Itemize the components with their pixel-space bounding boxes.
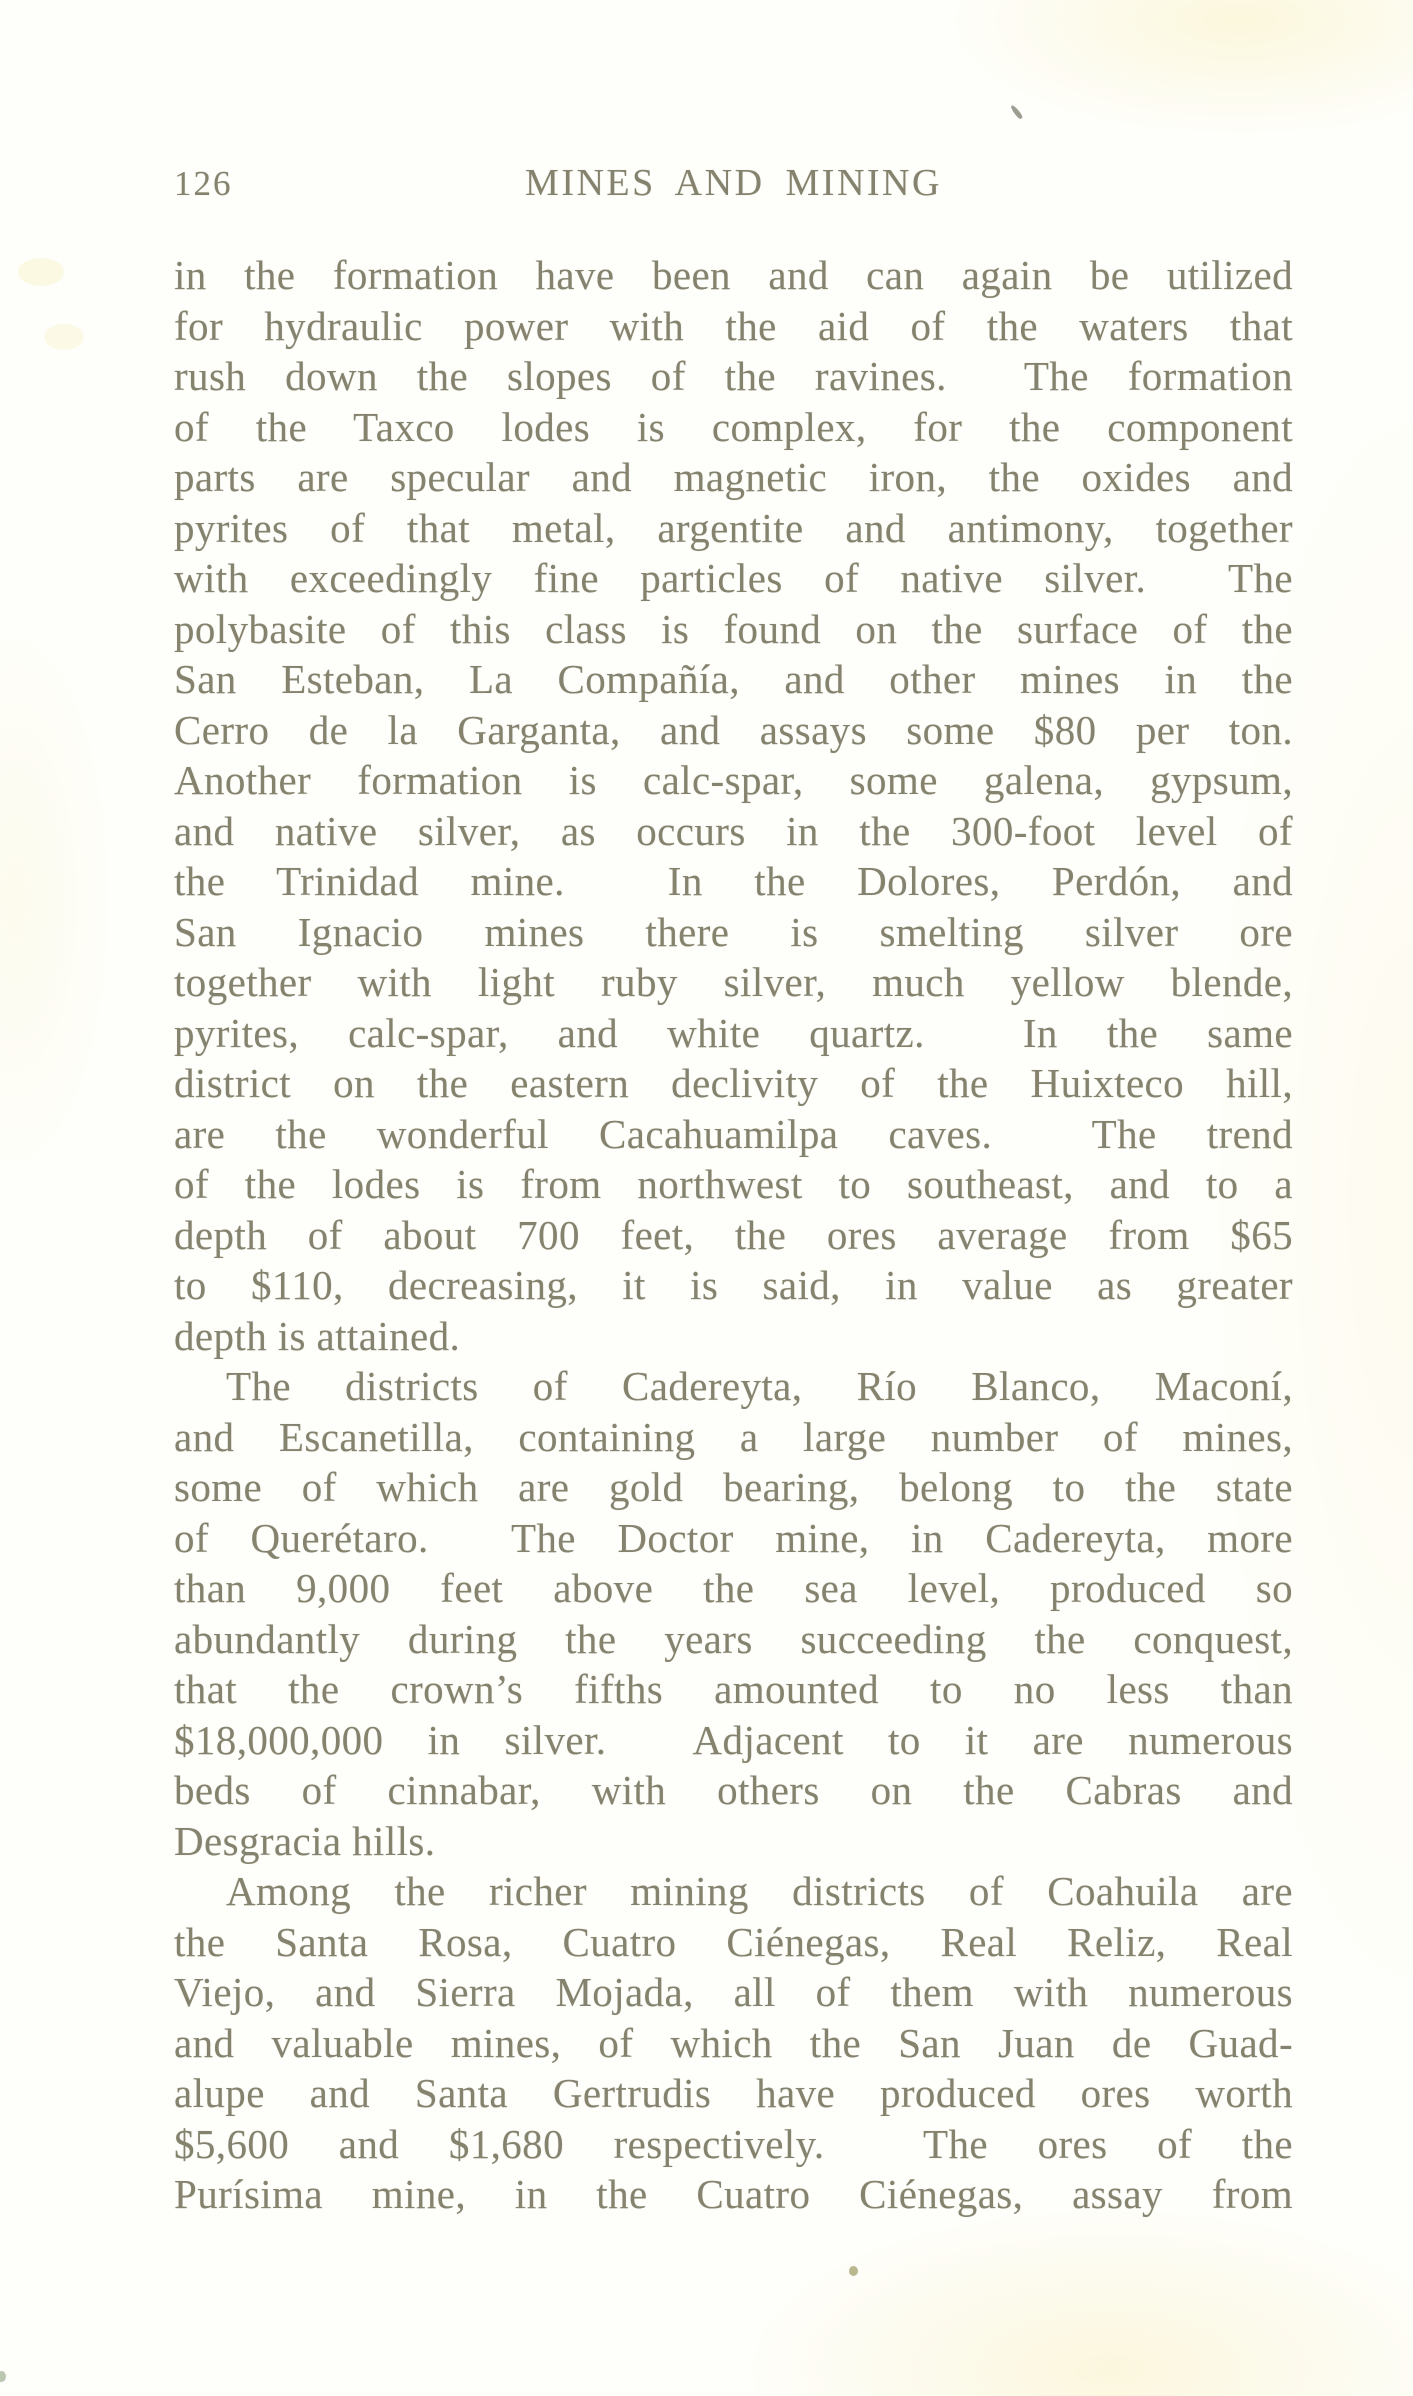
text-line: pyrites, calc-spar, and white quartz. In the same <box>174 1009 1293 1056</box>
paper-smudge <box>18 258 64 286</box>
text-line: together with light ruby silver, much yellow blende, <box>174 959 1293 1005</box>
text-line: of the Taxco lodes is complex, for the component <box>174 403 1293 450</box>
text-line: rush down the slopes of the ravines. The formation <box>174 353 1293 399</box>
page-edge-speck <box>0 2371 6 2382</box>
text-line: than 9,000 feet above the sea level, produced so <box>174 1565 1293 1611</box>
running-header-title: MINES AND MINING <box>525 162 942 204</box>
pencil-tick-mark <box>1010 104 1024 120</box>
text-line: Desgracia hills. <box>174 1817 436 1864</box>
text-line: Among the richer mining districts of Coahuila are <box>226 1868 1293 1914</box>
text-line: beds of cinnabar, with others on the Cabras and <box>174 1767 1293 1813</box>
text-line: to $110, decreasing, it is said, in value as greater <box>174 1262 1293 1308</box>
page-number: 126 <box>174 164 233 203</box>
text-line: The districts of Cadereyta, Río Blanco, Maconí, <box>226 1363 1293 1409</box>
text-line: depth of about 700 feet, the ores average from $65 <box>174 1211 1293 1258</box>
text-line: the Santa Rosa, Cuatro Ciénegas, Real Reliz, Real <box>174 1918 1293 1965</box>
text-line: alupe and Santa Gertrudis have produced ores worth <box>174 2070 1293 2116</box>
text-line: pyrites of that metal, argentite and antimony, together <box>174 504 1293 551</box>
text-line: San Esteban, La Compañía, and other mines in the <box>174 656 1293 702</box>
text-line: abundantly during the years succeeding the conquest, <box>174 1615 1293 1662</box>
text-line: some of which are gold bearing, belong to the state <box>174 1464 1293 1510</box>
text-line: $5,600 and $1,680 respectively. The ores of the <box>174 2120 1293 2167</box>
text-line: of the lodes is from northwest to southeast, and to a <box>174 1161 1293 1207</box>
page-text-block <box>174 250 1293 2220</box>
text-line: in the formation have been and can again be utilized <box>174 252 1293 298</box>
text-line: the Trinidad mine. In the Dolores, Perdón, and <box>174 858 1293 904</box>
text-line: and native silver, as occurs in the 300-foot level of <box>174 807 1293 854</box>
text-line: are the wonderful Cacahuamilpa caves. The trend <box>174 1110 1293 1157</box>
text-line: Another formation is calc-spar, some galena, gypsum, <box>174 757 1293 803</box>
text-line: Cerro de la Garganta, and assays some $80 per ton. <box>174 706 1293 753</box>
text-line: polybasite of this class is found on the surface of the <box>174 605 1293 652</box>
text-line: parts are specular and magnetic iron, the oxides and <box>174 454 1293 500</box>
text-line: depth is attained. <box>174 1312 461 1359</box>
text-line: Viejo, and Sierra Mojada, all of them with numerous <box>174 1969 1293 2015</box>
text-line: and valuable mines, of which the San Juan de Guad- <box>174 2019 1293 2066</box>
paper-smudge <box>44 324 84 350</box>
running-header <box>174 161 1293 209</box>
text-line: for hydraulic power with the aid of the waters that <box>174 302 1293 349</box>
text-line: Purísima mine, in the Cuatro Ciénegas, assay from <box>174 2171 1293 2217</box>
text-line: of Querétaro. The Doctor mine, in Cadereyta, more <box>174 1514 1293 1561</box>
text-line: San Ignacio mines there is smelting silver ore <box>174 908 1293 955</box>
text-line: that the crown’s fifths amounted to no less than <box>174 1666 1293 1712</box>
text-line: $18,000,000 in silver. Adjacent to it are numerous <box>174 1716 1293 1763</box>
text-line: district on the eastern declivity of the Huixteco hill, <box>174 1060 1293 1106</box>
text-line: and Escanetilla, containing a large number of mines, <box>174 1413 1293 1460</box>
text-line: with exceedingly fine particles of native silver. The <box>174 555 1293 601</box>
ink-speck <box>849 2266 858 2276</box>
